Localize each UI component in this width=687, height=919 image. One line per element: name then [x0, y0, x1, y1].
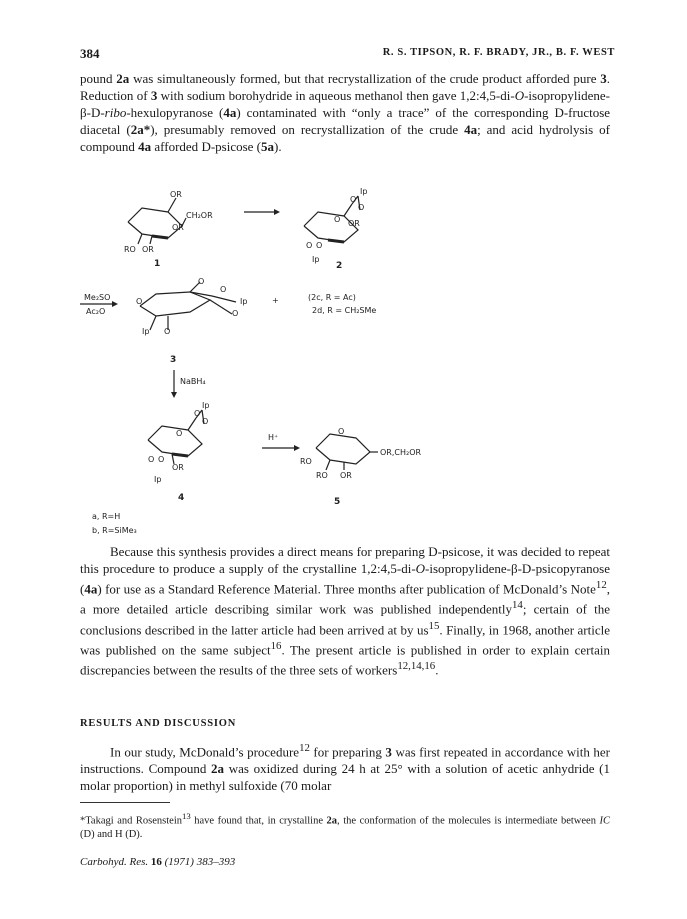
page-number: 384 [80, 46, 100, 61]
legend-a: a, R=H [92, 512, 121, 521]
svg-text:O: O [148, 455, 155, 464]
svg-text:RO: RO [300, 457, 312, 466]
running-head: R. S. TIPSON, R. F. BRADY, JR., B. F. WEST [382, 47, 615, 58]
compound-4-structure [148, 401, 209, 503]
compound-number: 3 [170, 355, 177, 365]
svg-text:Ip: Ip [154, 475, 162, 484]
reagent-label: H⁺ [268, 433, 279, 442]
section-heading: RESULTS AND DISCUSSION [80, 718, 237, 729]
svg-text:+: + [272, 296, 279, 305]
compound-2c-label: (2c, R = Ac) [308, 293, 356, 302]
svg-text:O: O [158, 455, 165, 464]
svg-text:RO: RO [316, 471, 328, 480]
compound-number: 1 [154, 259, 161, 269]
compound-number: 4 [178, 493, 185, 503]
compound-2-structure [304, 187, 367, 271]
body-paragraph-3: In our study, McDonald’s procedure$^{12}$ for preparing 3 was first repeated in accordance with her instructions. Compound 2a was oxidized during 24 h at 25° with a solution of acetic anhydride (1 molar proportion) in methyl sulfoxide (70 molar [80, 742, 611, 794]
svg-text:O: O [232, 309, 239, 318]
svg-text:O: O [164, 327, 171, 336]
body-paragraph-2: Because this synthesis provides a direct means for preparing D-psicose, it was decided to repeat this procedure to produce a supply of the crystalline 1,2:4,5-di-O-isopropylidene-β-D-psicopyranose (4a) for use as a Standard Reference Material. Three months after publication of McDonald’s Note$^{12}$, a more detailed article describing similar work was published independently$^{14}$; certain of the conclusions described in the latter article had been arrived at by $us^{15}$. Finally, in 1968, another article was published on the same subject$^{16}$. The present article is published in order to explain certain discrepancies between the results of the three sets of workers$^{12,14,16}$. [80, 544, 611, 678]
svg-text:O: O [306, 241, 313, 250]
reagent-label: Me₂SO [84, 293, 111, 302]
svg-text:O: O [316, 241, 323, 250]
svg-text:O: O [338, 427, 345, 436]
svg-text:OR: OR [172, 463, 184, 472]
svg-text:O: O [176, 429, 183, 438]
svg-text:O: O [202, 417, 209, 426]
svg-text:Ip: Ip [312, 255, 320, 264]
footnote: *Takagi and Rosenstein$^{13}$ have found that, in crystalline 2a, the conformation of the molecules is intermediate between IC (D) and H (D). [80, 811, 610, 840]
svg-text:O: O [358, 203, 365, 212]
svg-text:OR,CH₂OR: OR,CH₂OR [380, 448, 422, 457]
svg-text:O: O [194, 409, 201, 418]
reagent-label: NaBH₄ [180, 377, 206, 386]
svg-text:Ip: Ip [360, 187, 368, 196]
svg-text:Ip: Ip [240, 297, 248, 306]
svg-text:O: O [220, 285, 227, 294]
svg-text:RO: RO [124, 245, 136, 254]
svg-text:O: O [350, 195, 357, 204]
reagent-label: Ac₂O [86, 307, 106, 316]
compound-2d-label: 2d, R = CH₂SMe [312, 306, 377, 315]
svg-text:OR: OR [348, 219, 360, 228]
svg-text:CH₂OR: CH₂OR [186, 211, 213, 220]
svg-text:O: O [198, 277, 205, 286]
compound-1-structure [124, 190, 213, 269]
svg-text:O: O [334, 215, 341, 224]
svg-text:Ip: Ip [202, 401, 210, 410]
journal-reference: Carbohyd. Res. 16 (1971) 383–393 [80, 856, 236, 868]
svg-text:O: O [136, 297, 143, 306]
compound-number: 5 [334, 497, 341, 507]
intro-paragraph: pound 2a was simultaneously formed, but that recrystallization of the crude product afforded pure 3. Reduction of 3 with sodium borohydride in aqueous methanol then gave 1,2:4,5-di-O-isopropylidene-β-D-ribo-hexulopyranose (4a) contaminated with “only a trace” of the corresponding D-fructose diacetal (2a*), presumably removed on recrystallization of the crude 4a; and acid hydrolysis of compound 4a afforded D-psicose (5a). [80, 71, 611, 154]
svg-text:OR: OR [170, 190, 182, 199]
compound-5-structure [300, 427, 422, 507]
svg-text:Ip: Ip [142, 327, 150, 336]
legend-b: b, R=SiMe₃ [92, 526, 137, 535]
svg-text:OR: OR [142, 245, 154, 254]
footnote-rule [80, 802, 170, 803]
svg-text:OR: OR [172, 223, 184, 232]
svg-text:OR: OR [340, 471, 352, 480]
compound-number: 2 [336, 261, 343, 271]
compound-3-structure [136, 277, 247, 365]
